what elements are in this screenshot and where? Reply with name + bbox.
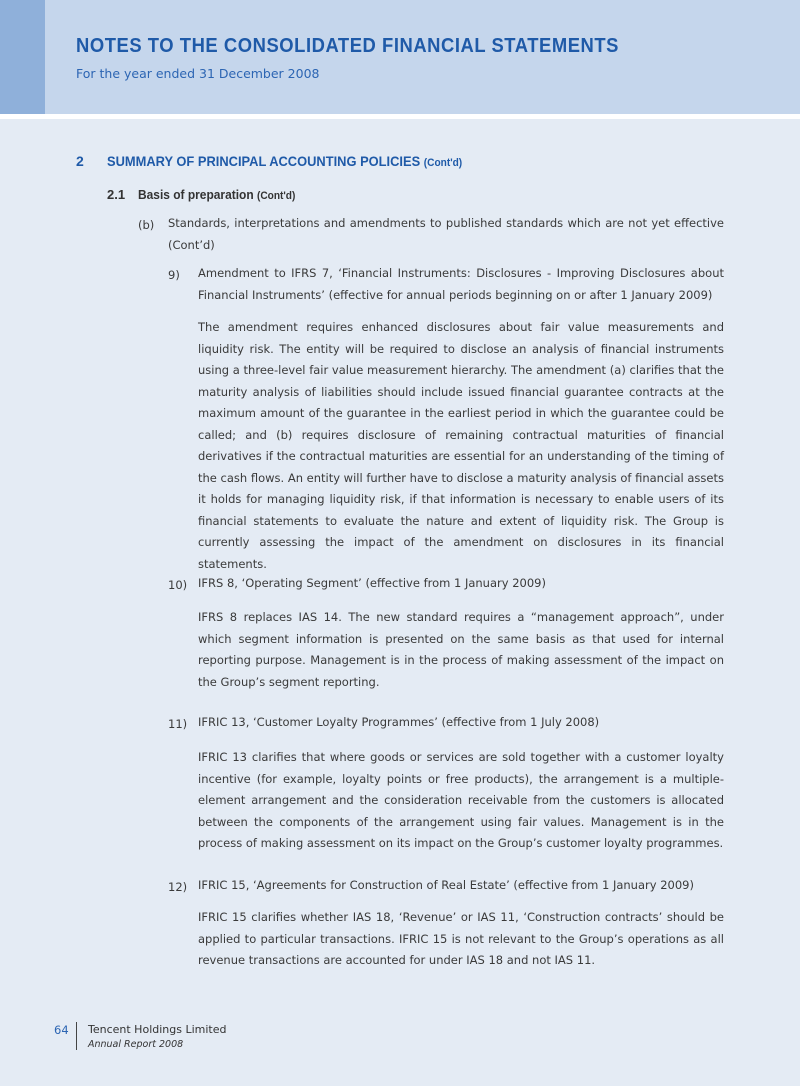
item-11-label: 11) — [168, 717, 188, 731]
footer-divider — [76, 1022, 77, 1050]
item-11-heading: IFRIC 13, ‘Customer Loyalty Programmes’ (effective from 1 July 2008) — [198, 715, 600, 729]
subsection-title — [138, 187, 295, 202]
item-9-heading: Amendment to IFRS 7, ‘Financial Instruments: Disclosures - Improving Disclosures about Financial Instruments’ (effective for annual periods beginning on or after 1 January 2009) — [198, 266, 724, 302]
item-12-heading: IFRIC 15, ‘Agreements for Construction of Real Estate’ (effective from 1 January 2009) — [198, 878, 694, 892]
item-10-body: IFRS 8 replaces IAS 14. The new standard requires a “management approach”, under which segment information is presented on the same basis as that used for internal reporting purpose. Management is in the process of making assessment of the impact on the Group’s segment reporting. — [198, 610, 724, 689]
subsection-title-text: Basis of preparation — [138, 187, 254, 202]
item-10-label: 10) — [168, 578, 188, 592]
subsection-number: 2.1 — [107, 187, 126, 202]
section-title-text: SUMMARY OF PRINCIPAL ACCOUNTING POLICIES — [107, 153, 421, 169]
item-12-body: IFRIC 15 clarifies whether IAS 18, ‘Revenue’ or IAS 11, ‘Construction contracts’ should be applied to particular transactions. IFRIC 15 is not relevant to the Group’s operations as all revenue transactions are accounted for under IAS 18 and not IAS 11. — [198, 910, 724, 967]
page-subtitle: For the year ended 31 December 2008 — [76, 66, 320, 81]
item-b-label: (b) — [138, 218, 155, 232]
item-12-label: 12) — [168, 880, 188, 894]
item-10-heading: IFRS 8, ‘Operating Segment’ (effective from 1 January 2009) — [198, 576, 546, 590]
page-title: NOTES TO THE CONSOLIDATED FINANCIAL STATEMENTS — [76, 35, 619, 57]
page-number: 64 — [54, 1023, 69, 1037]
item-9-label: 9) — [168, 268, 180, 282]
section-title — [107, 153, 462, 169]
header-accent-bar — [0, 0, 45, 114]
subsection-contd: (Cont'd) — [256, 190, 296, 202]
section-contd: (Cont'd) — [423, 157, 463, 169]
footer-company: Tencent Holdings Limited — [88, 1023, 227, 1036]
header-divider — [0, 114, 800, 119]
section-number: 2 — [76, 153, 84, 169]
item-11-body: IFRIC 13 clarifies that where goods or services are sold together with a customer loyalty incentive (for example, loyalty points or free products), the arrangement is a multiple-element arrangement and the consideration receivable from the customers is allocated between the components of the arrangement using fair values. Management is in the process of making assessment on its impact on the Group’s customer loyalty programmes. — [198, 750, 724, 850]
item-b-text: Standards, interpretations and amendments to published standards which are not yet effective (Cont’d) — [168, 216, 724, 252]
footer-report: Annual Report 2008 — [88, 1039, 184, 1050]
item-9-body: The amendment requires enhanced disclosures about fair value measurements and liquidity risk. The entity will be required to disclose an analysis of financial instruments using a three-level fair value measurement hierarchy. The amendment (a) clarifies that the maturity analysis of liabilities should include issued financial guarantee contracts at the maximum amount of the guarantee in the earliest period in which the guarantee could be called; and (b) requires disclosure of remaining contractual maturities of financial derivatives if the contractual maturities are essential for an understanding of the timing of the cash flows. An entity will further have to disclose a maturity analysis of financial assets it holds for managing liquidity risk, if that information is necessary to enable users of its financial statements to evaluate the nature and extent of liquidity risk. The Group is currently assessing the impact of the amendment on disclosures in its financial statements. — [198, 320, 724, 571]
